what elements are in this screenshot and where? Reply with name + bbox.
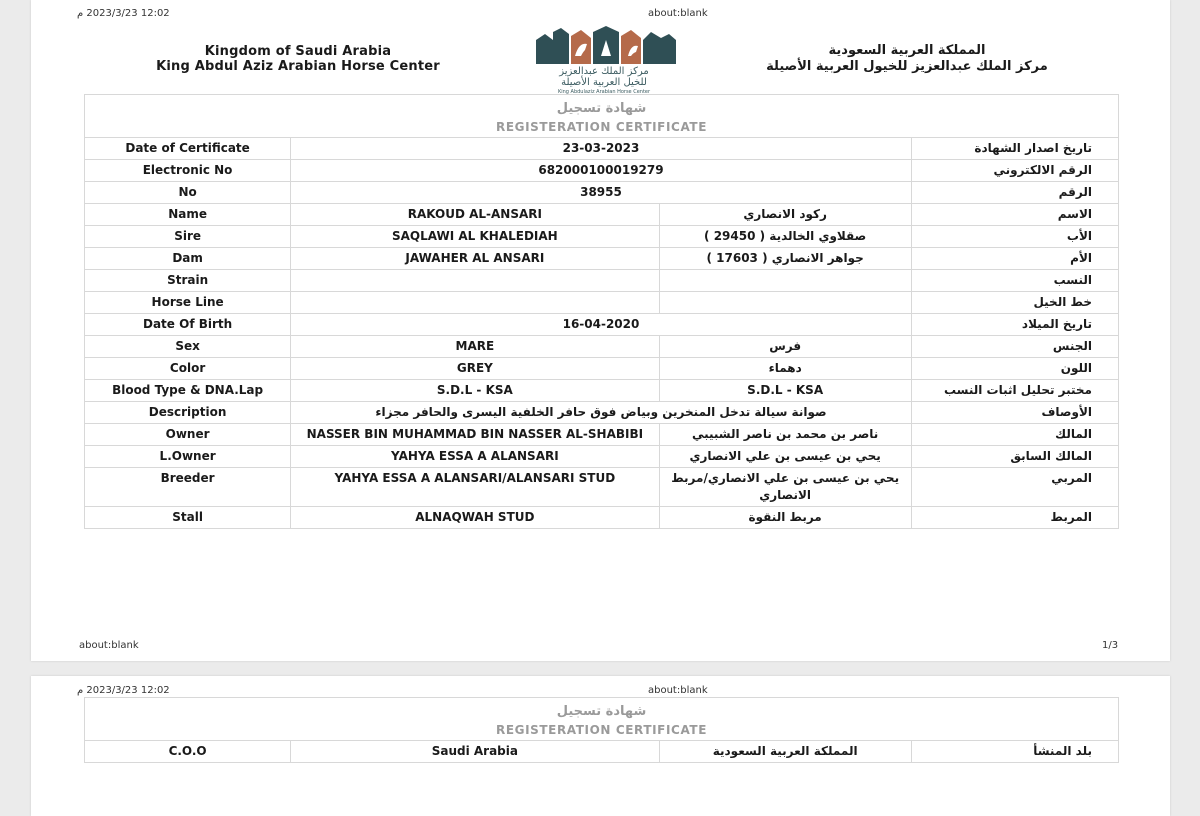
row-label-arabic: الاسم [911, 204, 1118, 226]
row-label: C.O.O [85, 741, 291, 763]
row-value-english [291, 292, 659, 314]
row-value-arabic: يحي بن عيسى بن علي الانصاري [659, 446, 911, 468]
row-label-arabic: المالك [911, 424, 1118, 446]
row-value-english: S.D.L - KSA [291, 380, 659, 402]
certificate-table [84, 94, 1119, 529]
row-label-arabic: المربي [911, 468, 1118, 507]
row-value-arabic: جواهر الانصاري ( 17603 ) [659, 248, 911, 270]
row-value-english: NASSER BIN MUHAMMAD BIN NASSER AL-SHABIBI [291, 424, 659, 446]
row-value-description: صوانة سيالة تدخل المنخرين وبياض فوق حافر الخلفية اليسرى والحافر مجزاء [291, 402, 912, 424]
row-value-arabic: ناصر بن محمد بن ناصر الشبيبي [659, 424, 911, 446]
table-row [85, 402, 1119, 424]
row-label: Name [85, 204, 291, 226]
row-label-arabic: بلد المنشأ [911, 741, 1118, 763]
row-value-english: GREY [291, 358, 659, 380]
table-row [85, 424, 1119, 446]
row-value: 682000100019279 [291, 160, 912, 182]
table-row [85, 270, 1119, 292]
certificate-title-arabic: شهادة تسجيل [556, 101, 647, 116]
row-label: Date of Certificate [85, 138, 291, 160]
row-label: Breeder [85, 468, 291, 507]
title-row [85, 698, 1119, 741]
table-row [85, 160, 1119, 182]
row-label: Date Of Birth [85, 314, 291, 336]
row-label: L.Owner [85, 446, 291, 468]
row-label: Stall [85, 507, 291, 529]
row-label: Description [85, 402, 291, 424]
certificate-page-1 [31, 0, 1170, 661]
row-value-arabic [659, 292, 911, 314]
row-label-arabic: الجنس [911, 336, 1118, 358]
row-value-arabic: يحي بن عيسى بن علي الانصاري/مربط الانصاري [659, 468, 911, 507]
org-en-line1: Kingdom of Saudi Arabia [204, 44, 392, 59]
title-row [85, 95, 1119, 138]
table-row [85, 138, 1119, 160]
page-indicator: 1/3 [1102, 640, 1119, 651]
row-value-arabic: صقلاوي الخالدية ( 29450 ) [659, 226, 911, 248]
table-row [85, 468, 1119, 507]
row-value-english: YAHYA ESSA A ALANSARI/ALANSARI STUD [291, 468, 659, 507]
table-row [85, 336, 1119, 358]
row-label: Electronic No [85, 160, 291, 182]
row-label: Sex [85, 336, 291, 358]
certificate-title-english: REGISTERATION CERTIFICATE [495, 723, 707, 737]
table-row [85, 507, 1119, 529]
row-value-english: Saudi Arabia [291, 741, 659, 763]
horse-center-logo-icon [531, 26, 681, 66]
row-value-english [291, 270, 659, 292]
row-label-arabic: الأوصاف [911, 402, 1118, 424]
org-ar-line1: المملكة العربية السعودية [828, 43, 986, 58]
row-value-arabic [659, 270, 911, 292]
row-label-arabic: تاريخ اصدار الشهادة [911, 138, 1118, 160]
row-label-arabic: مختبر تحليل اثبات النسب [911, 380, 1118, 402]
row-label-arabic: خط الخيل [911, 292, 1118, 314]
logo-arabic-text: مركز الملك عبدالعزيز للخيل العربية الأصيلة [559, 66, 649, 88]
table-row [85, 292, 1119, 314]
row-label: Owner [85, 424, 291, 446]
row-label-arabic: المالك السابق [911, 446, 1118, 468]
row-label-arabic: المربط [911, 507, 1118, 529]
row-value-arabic: المملكة العربية السعودية [659, 741, 911, 763]
row-label-arabic: النسب [911, 270, 1118, 292]
org-name-arabic [707, 43, 1107, 75]
logo-english-text: King Abdulaziz Arabian Horse Center [557, 89, 651, 95]
row-label: Blood Type & DNA.Lap [85, 380, 291, 402]
certificate-page-2 [31, 676, 1170, 816]
certificate-title-arabic: شهادة تسجيل [556, 704, 647, 719]
print-url: about:blank [648, 8, 708, 19]
print-url: about:blank [648, 685, 708, 696]
row-label-arabic: الأم [911, 248, 1118, 270]
row-value-arabic: دهماء [659, 358, 911, 380]
table-row [85, 182, 1119, 204]
certificate-table-continued [84, 697, 1119, 763]
print-date: 12:02 2023/3/23 م [77, 685, 170, 696]
row-label-arabic: اللون [911, 358, 1118, 380]
row-label: Dam [85, 248, 291, 270]
table-row [85, 358, 1119, 380]
table-row [85, 741, 1119, 763]
row-value-english: ALNAQWAH STUD [291, 507, 659, 529]
table-row [85, 204, 1119, 226]
row-label-arabic: الأب [911, 226, 1118, 248]
print-date: 12:02 2023/3/23 م [77, 8, 170, 19]
row-label: Color [85, 358, 291, 380]
row-label: Strain [85, 270, 291, 292]
org-name-english [78, 44, 518, 74]
row-value-arabic: ركود الانصاري [659, 204, 911, 226]
row-value-english: SAQLAWI AL KHALEDIAH [291, 226, 659, 248]
row-value: 23-03-2023 [291, 138, 912, 160]
table-row [85, 248, 1119, 270]
print-footer-url: about:blank [79, 640, 139, 651]
row-label-arabic: تاريخ الميلاد [911, 314, 1118, 336]
org-ar-line2: مركز الملك عبدالعزيز للخيول العربية الأصيلة [766, 59, 1048, 74]
row-label: No [85, 182, 291, 204]
row-value-english: MARE [291, 336, 659, 358]
row-value-english: RAKOUD AL-ANSARI [291, 204, 659, 226]
table-row [85, 226, 1119, 248]
row-value-arabic: فرس [659, 336, 911, 358]
row-label: Horse Line [85, 292, 291, 314]
row-label-arabic: الرقم الالكتروني [911, 160, 1118, 182]
certificate-title-english: REGISTERATION CERTIFICATE [495, 120, 707, 134]
row-value-arabic: S.D.L - KSA [659, 380, 911, 402]
table-row [85, 380, 1119, 402]
row-value-english: YAHYA ESSA A ALANSARI [291, 446, 659, 468]
table-row [85, 446, 1119, 468]
table-row [85, 314, 1119, 336]
org-en-line2: King Abdul Aziz Arabian Horse Center [156, 59, 440, 74]
row-value: 16-04-2020 [291, 314, 912, 336]
row-label: Sire [85, 226, 291, 248]
row-label-arabic: الرقم [911, 182, 1118, 204]
row-value-arabic: مربط النقوة [659, 507, 911, 529]
row-value: 38955 [291, 182, 912, 204]
row-value-english: JAWAHER AL ANSARI [291, 248, 659, 270]
